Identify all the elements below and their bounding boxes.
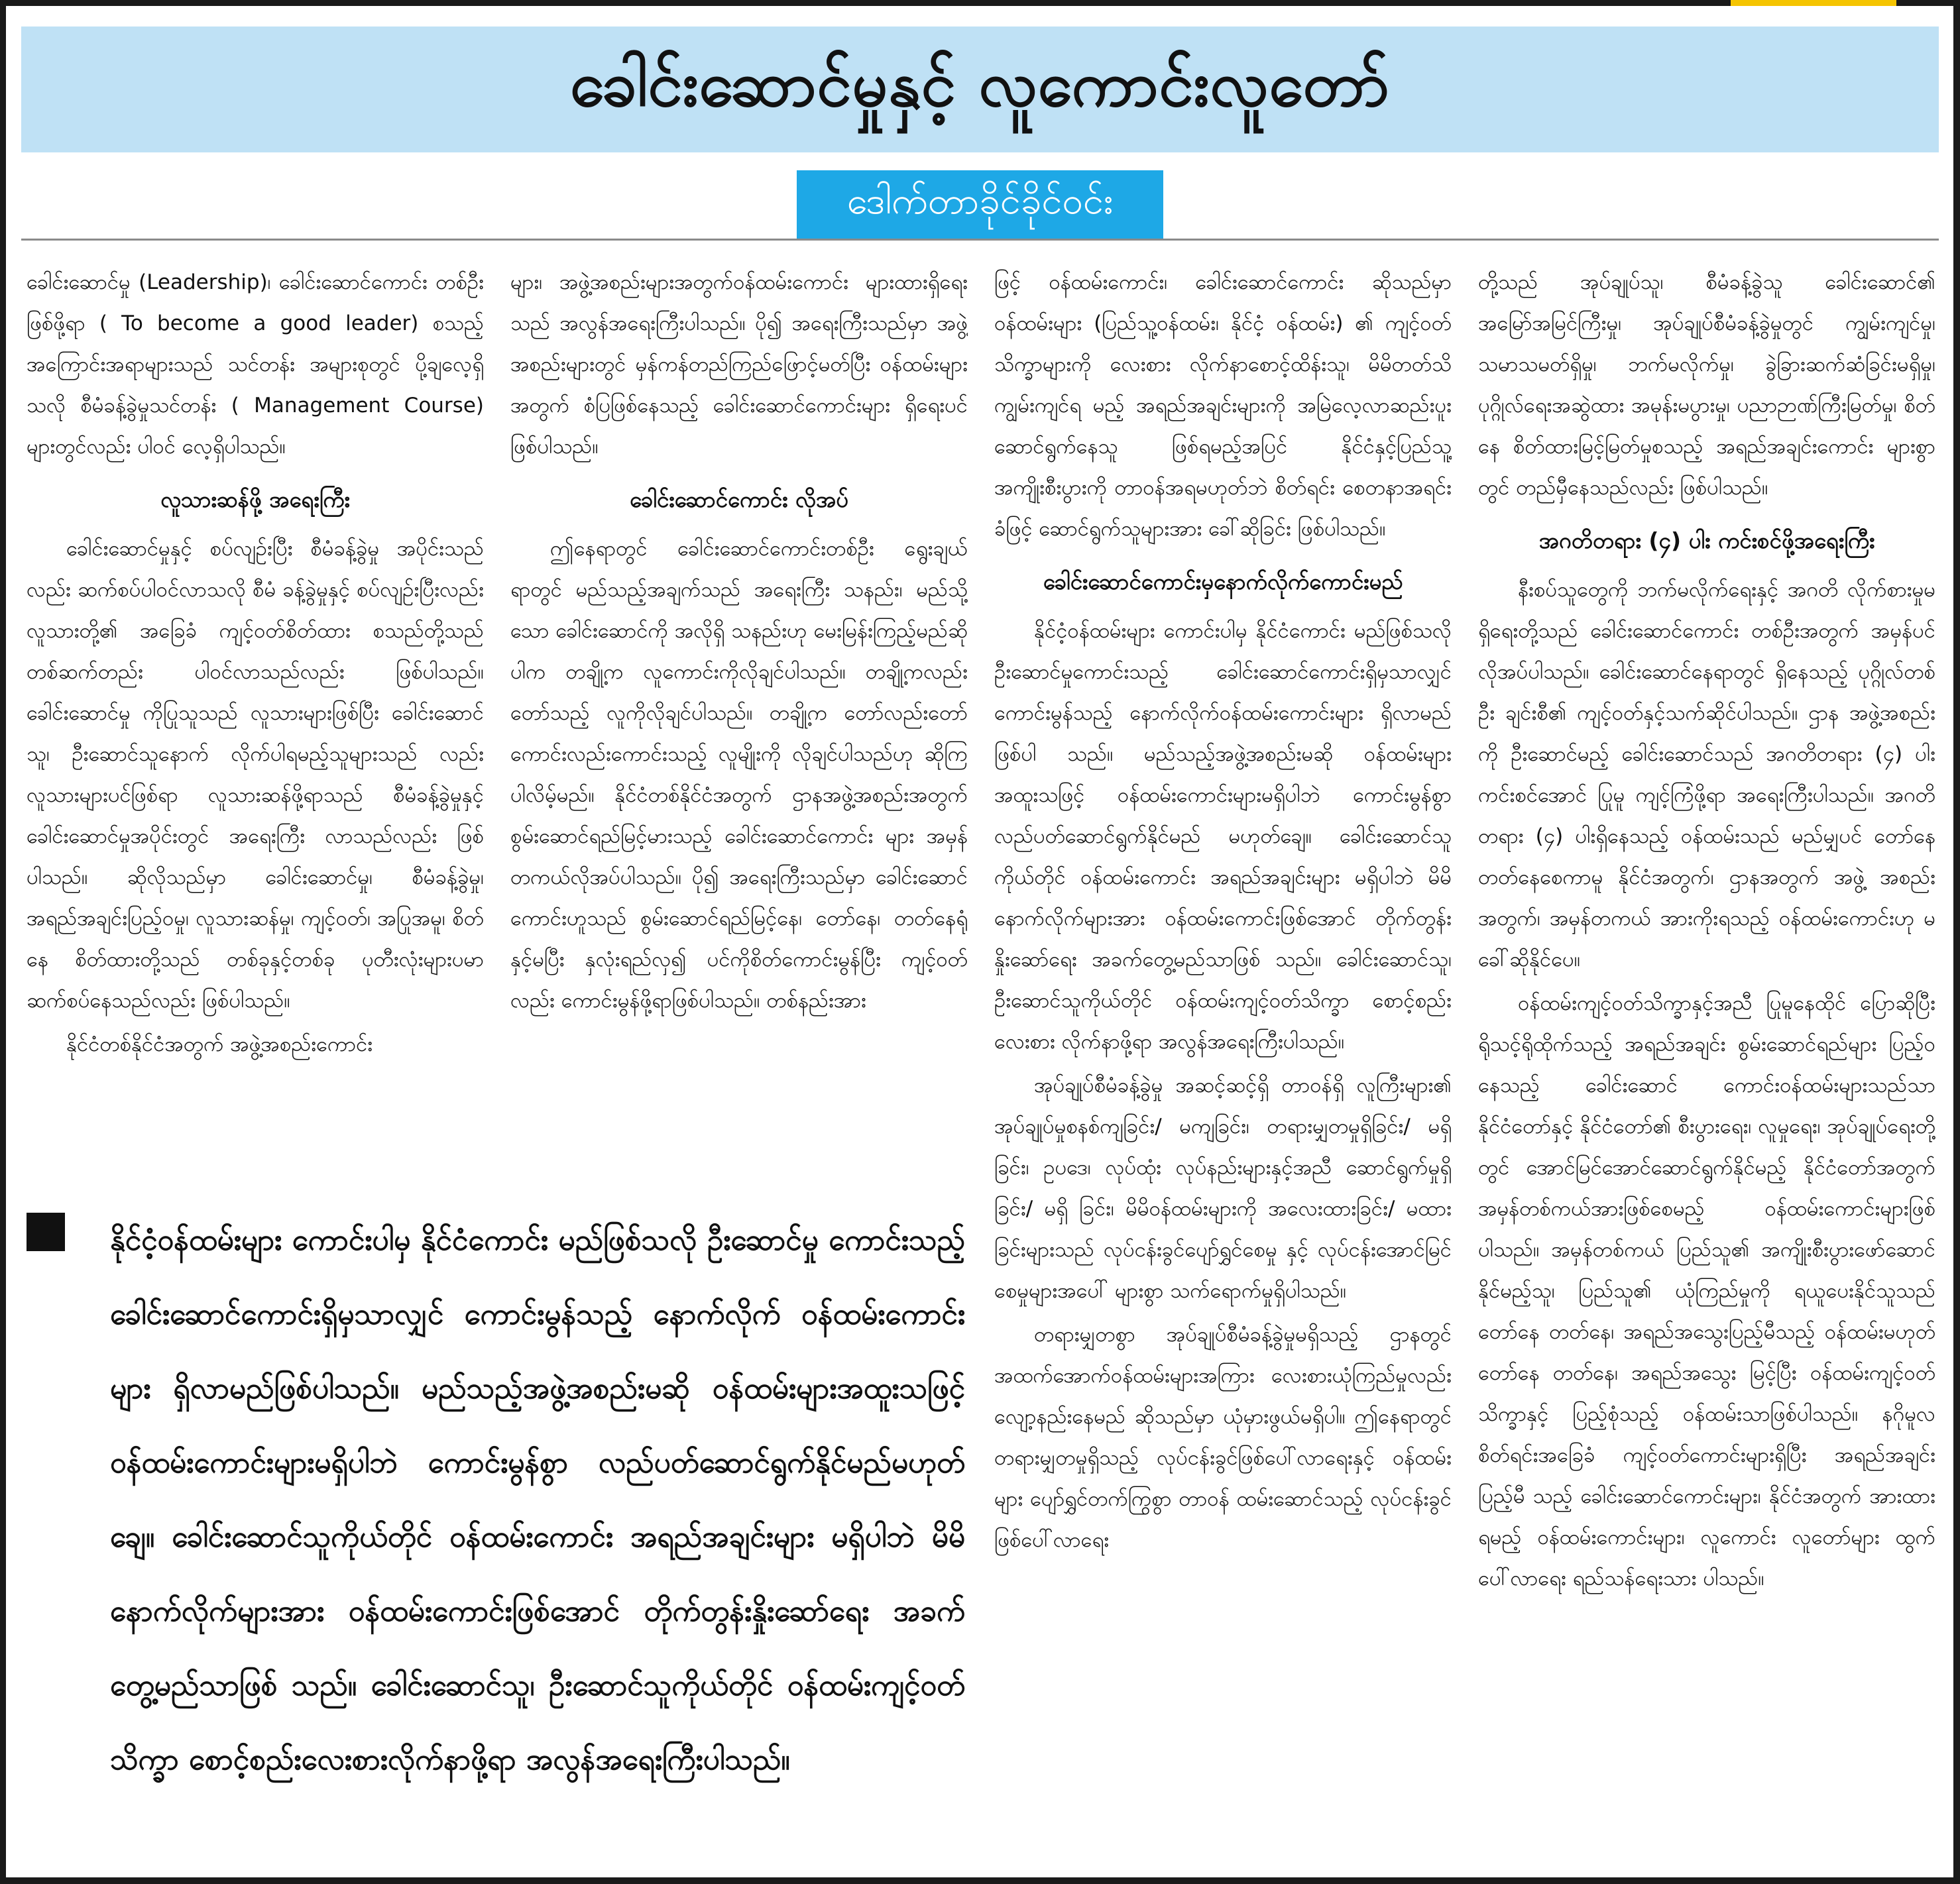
header-divider: [21, 239, 1939, 241]
corner-accent-bar: [1731, 0, 1896, 6]
column-1: [27, 262, 484, 1136]
article-title: ခေါင်းဆောင်မှုနှင့် လူကောင်းလူတော်: [570, 48, 1390, 121]
column-4-paragraph-3: ဝန်ထမ်းကျင့်ဝတ်သိက္ခာနှင့်အညီ ပြုမူနေထိုင် ပြောဆိုပြီး ရိုသင့်ရိုထိုက်သည့် အရည်အချင်း စွမ်းဆောင်ရည်များ ပြည့်ဝနေသည့် ခေါင်းဆောင် ကောင်းဝန်ထမ်းများသည်သာ နိုင်ငံတော်နှင့် နိုင်ငံတော်၏ စီးပွားရေး၊ လူမှုရေး၊ အုပ်ချုပ်ရေးတို့ တွင် အောင်မြင်အောင်ဆောင်ရွက်နိုင်မည့် နိုင်ငံတော်အတွက် အမှန်တစ်ကယ်အားဖြစ်စေမည့် ဝန်ထမ်းကောင်းများဖြစ်ပါသည်။ အမှန်တစ်ကယ် ပြည်သူ၏ အကျိုးစီးပွားဖော်ဆောင်နိုင်မည့်သူ၊ ပြည်သူ၏ ယုံကြည်မှုကို ရယူပေးနိုင်သူသည် တော်နေ တတ်နေ၊ အရည်အသွေးပြည့်မီသည့် ဝန်ထမ်းမဟုတ် တော်နေ တတ်နေ၊ အရည်အသွေး မြင့်ပြီး ဝန်ထမ်းကျင့်ဝတ် သိက္ခာနှင့် ပြည့်စုံသည့် ဝန်ထမ်းသာဖြစ်ပါသည်။ နဂိုမူလ စိတ်ရင်းအခြေခံ ကျင့်ဝတ်ကောင်းများရှိပြီး အရည်အချင်းပြည့်မီ သည့် ခေါင်းဆောင်ကောင်းများ၊ နိုင်ငံအတွက် အားထားရမည့် ဝန်ထမ်းကောင်းများ၊ လူကောင်း လူတော်များ ထွက်ပေါ်လာရေး ရည်သန်ရေးသား ပါသည်။: [1478, 991, 1935, 1590]
title-banner: [21, 27, 1939, 152]
pull-quote-text: နိုင်ငံ့ဝန်ထမ်းများ ကောင်းပါမှ နိုင်ငံကောင်း မည်ဖြစ်သလို ဦးဆောင်မှု ကောင်းသည့် ခေါင်းဆောင်ကောင်းရှိမှသာလျှင် ကောင်းမွန်သည့် နောက်လိုက် ဝန်ထမ်းကောင်းများ ရှိလာမည်ဖြစ်ပါသည်။ မည်သည့်အဖွဲ့အစည်းမဆို ဝန်ထမ်းများအထူးသဖြင့် ဝန်ထမ်းကောင်းများမရှိပါဘဲ ကောင်းမွန်စွာ လည်ပတ်ဆောင်ရွက်နိုင်မည်မဟုတ်ချေ။ ခေါင်းဆောင်သူကိုယ်တိုင် ဝန်ထမ်းကောင်း အရည်အချင်းများ မရှိပါဘဲ မိမိနောက်လိုက်များအား ဝန်ထမ်းကောင်းဖြစ်အောင် တိုက်တွန်းနှိုးဆော်ရေး အခက်တွေ့မည်သာဖြစ် သည်။ ခေါင်းဆောင်သူ၊ ဦးဆောင်သူကိုယ်တိုင် ဝန်ထမ်းကျင့်ဝတ်သိက္ခာ စောင့်စည်းလေးစားလိုက်နာဖို့ရာ အလွန်အရေးကြီးပါသည်။: [110, 1223, 965, 1777]
author-box: [797, 170, 1163, 239]
column-4: [1478, 262, 1935, 1859]
column-4-paragraph-2: နီးစပ်သူတွေကို ဘက်မလိုက်ရေးနှင့် အဂတိ လိုက်စားမှုမရှိရေးတို့သည် ခေါင်းဆောင်ကောင်း တစ်ဦးအတွက် အမှန်ပင်လိုအပ်ပါသည်။ ခေါင်းဆောင်နေရာတွင် ရှိနေသည့် ပုဂ္ဂိုလ်တစ်ဦး ချင်းစီ၏ ကျင့်ဝတ်နှင့်သက်ဆိုင်ပါသည်။ ဌာန အဖွဲ့အစည်းကို ဦးဆောင်မည့် ခေါင်းဆောင်သည် အဂတိတရား (၄) ပါး ကင်းစင်အောင် ပြုမူ ကျင့်ကြံဖို့ရာ အရေးကြီးပါသည်။ အဂတိတရား (၄) ပါးရှိနေသည့် ဝန်ထမ်းသည် မည်မျှပင် တော်နေ တတ်နေစေကာမူ နိုင်ငံအတွက်၊ ဌာနအတွက် အဖွဲ့ အစည်းအတွက်၊ အမှန်တကယ် အားကိုးရသည့် ဝန်ထမ်းကောင်းဟု မခေါ်ဆိုနိုင်ပေ။: [1478, 578, 1935, 971]
column-4-paragraph-1: တို့သည် အုပ်ချုပ်သူ၊ စီမံခန့်ခွဲသူ ခေါင်းဆောင်၏ အမြော်အမြင်ကြီးမှု၊ အုပ်ချုပ်စီမံခန့်ခွဲမှုတွင် ကျွမ်းကျင်မှု၊ သမာသမတ်ရှိမှု၊ ဘက်မလိုက်မှု၊ ခွဲခြားဆက်ဆံခြင်းမရှိမှု၊ ပုဂ္ဂိုလ်ရေးအဆွဲထား အမုန်းမပွားမှု၊ ပညာဉာဏ်ကြီးမြတ်မှု၊ စိတ်နေ စိတ်ထားမြင့်မြတ်မှုစသည့် အရည်အချင်းကောင်း များစွာတွင် တည်မှီနေသည်လည်း ဖြစ်ပါသည်။: [1478, 270, 1935, 500]
pull-quote-square-icon: [27, 1213, 65, 1251]
column-1-paragraph-2: ခေါင်းဆောင်မှုနှင့် စပ်လျဉ်းပြီး စီမံခန့်ခွဲမှု အပိုင်းသည်လည်း ဆက်စပ်ပါဝင်လာသလို စီမံ ခန့်ခွဲမှုနှင့် စပ်လျဉ်းပြီးလည်း လူသားတို့၏ အခြေခံ ကျင့်ဝတ်စိတ်ထား စသည်တို့သည် တစ်ဆက်တည်း ပါဝင်လာသည်လည်း ဖြစ်ပါသည်။ ခေါင်းဆောင်မှု ကိုပြုသူသည် လူသားများဖြစ်ပြီး ခေါင်းဆောင်သူ၊ ဦးဆောင်သူနောက် လိုက်ပါရမည့်သူများသည် လည်း လူသားများပင်ဖြစ်ရာ လူသားဆန်ဖို့ရာသည် စီမံခန့်ခွဲမှုနှင့် ခေါင်းဆောင်မှုအပိုင်းတွင် အရေးကြီး လာသည်လည်း ဖြစ်ပါသည်။ ဆိုလိုသည်မှာ ခေါင်းဆောင်မှု၊ စီမံခန့်ခွဲမှု၊ အရည်အချင်းပြည့်ဝမှု၊ လူသားဆန်မှု၊ ကျင့်ဝတ်၊ အပြုအမူ၊ စိတ်နေ စိတ်ထားတို့သည် တစ်ခုနှင့်တစ်ခု ပုတီးလုံးများပမာ ဆက်စပ်နေသည်လည်း ဖြစ်ပါသည်။: [27, 537, 484, 1013]
subheading-good-followers: ခေါင်းဆောင်ကောင်းမှနောက်လိုက်ကောင်းမည်: [1043, 569, 1403, 594]
subheading-good-leader-needed: ခေါင်းဆောင်ကောင်း လိုအပ်: [630, 486, 848, 512]
column-2-paragraph-2: ဤနေရာတွင် ခေါင်းဆောင်ကောင်းတစ်ဦး ရွေးချယ်ရာတွင် မည်သည့်အချက်သည် အရေးကြီး သနည်း၊ မည်သို့သော ခေါင်းဆောင်ကို အလိုရှိ သနည်းဟု မေးမြန်းကြည့်မည်ဆိုပါက တချို့က လူကောင်းကိုလိုချင်ပါသည်။ တချို့ကလည်း တော်သည့် လူကိုလိုချင်ပါသည်။ တချို့က တော်လည်းတော် ကောင်းလည်းကောင်းသည့် လူမျိုးကို လိုချင်ပါသည်ဟု ဆိုကြပါလိမ့်မည်။ နိုင်ငံတစ်နိုင်ငံအတွက် ဌာနအဖွဲ့အစည်းအတွက် စွမ်းဆောင်ရည်မြင့်မားသည့် ခေါင်းဆောင်ကောင်း များ အမှန်တကယ်လိုအပ်ပါသည်။ ပို၍ အရေးကြီးသည်မှာ ခေါင်းဆောင်ကောင်းဟူသည် စွမ်းဆောင်ရည်မြင့်နေ၊ တော်နေ၊ တတ်နေရုံနှင့်မပြီး နှလုံးရည်လှ၍ ပင်ကိုစိတ်ကောင်းမွန်ပြီး ကျင့်ဝတ် လည်း ကောင်းမွန်ဖို့ရာဖြစ်ပါသည်။ တစ်နည်းအား: [510, 537, 968, 1013]
column-2: [510, 262, 968, 1136]
column-3-paragraph-3: အုပ်ချုပ်စီမံခန့်ခွဲမှု အဆင့်ဆင့်ရှိ တာဝန်ရှိ လူကြီးများ၏ အုပ်ချုပ်မှုစနစ်ကျခြင်း/ မကျခြင်း၊ တရားမျှတမှုရှိခြင်း/ မရှိခြင်း၊ ဥပဒေ၊ လုပ်ထုံး လုပ်နည်းများနှင့်အညီ ဆောင်ရွက်မှုရှိခြင်း/ မရှိ ခြင်း၊ မိမိဝန်ထမ်းများကို အလေးထားခြင်း/ မထားခြင်းများသည် လုပ်ငန်းခွင်ပျော်ရွှင်စေမှု နှင့် လုပ်ငန်းအောင်မြင်စေမှုများအပေါ် များစွာ သက်ရောက်မှုရှိပါသည်။: [994, 1074, 1452, 1303]
column-1-paragraph-1: ခေါင်းဆောင်မှု (Leadership)၊ ခေါင်းဆောင်ကောင်း တစ်ဦးဖြစ်ဖို့ရာ ( To become a good leader) စသည့် အကြောင်းအရာများသည် သင်တန်း အများစုတွင် ပို့ချလေ့ရှိသလို စီမံခန့်ခွဲမှုသင်တန်း ( Management Course) များတွင်လည်း ပါဝင် လေ့ရှိပါသည်။: [27, 270, 484, 459]
subheading-four-agati: အဂတိတရား (၄) ပါး ကင်းစင်ဖို့အရေးကြီး: [1538, 527, 1875, 553]
author-name: ဒေါက်တာခိုင်ခိုင်ဝင်း: [846, 180, 1114, 223]
column-1-paragraph-3: နိုင်ငံတစ်နိုင်ငံအတွက် အဖွဲ့အစည်းကောင်း: [66, 1032, 373, 1056]
column-3-paragraph-1: ဖြင့် ဝန်ထမ်းကောင်း၊ ခေါင်းဆောင်ကောင်း ဆိုသည်မှာ ဝန်ထမ်းများ (ပြည်သူ့ဝန်ထမ်း၊ နိုင်ငံ့ ဝန်ထမ်း) ၏ ကျင့်ဝတ်သိက္ခာများကို လေးစား လိုက်နာစောင့်ထိန်းသူ၊ မိမိတတ်သိ ကျွမ်းကျင်ရ မည့် အရည်အချင်းများကို အမြဲလေ့လာဆည်းပူး ဆောင်ရွက်နေသူ ဖြစ်ရမည့်အပြင် နိုင်ငံနှင့်ပြည်သူ့ အကျိုးစီးပွားကို တာဝန်အရမဟုတ်ဘဲ စိတ်ရင်း စေတနာအရင်းခံဖြင့် ဆောင်ရွက်သူများအား ခေါ်ဆိုခြင်း ဖြစ်ပါသည်။: [994, 270, 1452, 541]
column-3-paragraph-2: နိုင်ငံ့ဝန်ထမ်းများ ကောင်းပါမှ နိုင်ငံကောင်း မည်ဖြစ်သလို ဦးဆောင်မှုကောင်းသည့် ခေါင်းဆောင်ကောင်းရှိမှသာလျှင် ကောင်းမွန်သည့် နောက်လိုက်ဝန်ထမ်းကောင်းများ ရှိလာမည်ဖြစ်ပါ သည်။ မည်သည့်အဖွဲ့အစည်းမဆို ဝန်ထမ်းများ အထူးသဖြင့် ဝန်ထမ်းကောင်းများမရှိပါဘဲ ကောင်းမွန်စွာ လည်ပတ်ဆောင်ရွက်နိုင်မည် မဟုတ်ချေ။ ခေါင်းဆောင်သူ ကိုယ်တိုင် ဝန်ထမ်းကောင်း အရည်အချင်းများ မရှိပါဘဲ မိမိ နောက်လိုက်များအား ဝန်ထမ်းကောင်းဖြစ်အောင် တိုက်တွန်းနှိုးဆော်ရေး အခက်တွေ့မည်သာဖြစ် သည်။ ခေါင်းဆောင်သူ၊ ဦးဆောင်သူကိုယ်တိုင် ဝန်ထမ်းကျင့်ဝတ်သိက္ခာ စောင့်စည်းလေးစား လိုက်နာဖို့ရာ အလွန်အရေးကြီးပါသည်။: [994, 619, 1452, 1054]
column-3-paragraph-4: တရားမျှတစွာ အုပ်ချုပ်စီမံခန့်ခွဲမှုမရှိသည့် ဌာနတွင် အထက်အောက်ဝန်ထမ်းများအကြား လေးစားယုံကြည်မှုလည်း လျော့နည်းနေမည် ဆိုသည်မှာ ယုံမှားဖွယ်မရှိပါ။ ဤနေရာတွင် တရားမျှတမှုရှိသည့် လုပ်ငန်းခွင်ဖြစ်ပေါ်လာရေးနှင့် ဝန်ထမ်းများ ပျော်ရွှင်တက်ကြွစွာ တာဝန် ထမ်းဆောင်သည့် လုပ်ငန်းခွင် ဖြစ်ပေါ်လာရေး: [994, 1323, 1452, 1552]
pull-quote: [27, 1213, 968, 1829]
subheading-humane: လူသားဆန်ဖို့ အရေးကြီး: [160, 486, 350, 512]
column-3: [994, 262, 1452, 1859]
column-2-paragraph-1: များ၊ အဖွဲ့အစည်းများအတွက်ဝန်ထမ်းကောင်း များထားရှိရေးသည် အလွန်အရေးကြီးပါသည်။ ပို၍ အရေးကြီးသည်မှာ အဖွဲ့အစည်းများတွင် မှန်ကန်တည်ကြည်ဖြောင့်မတ်ပြီး ဝန်ထမ်းများ အတွက် စံပြဖြစ်နေသည့် ခေါင်းဆောင်ကောင်းများ ရှိရေးပင် ဖြစ်ပါသည်။: [510, 270, 968, 459]
